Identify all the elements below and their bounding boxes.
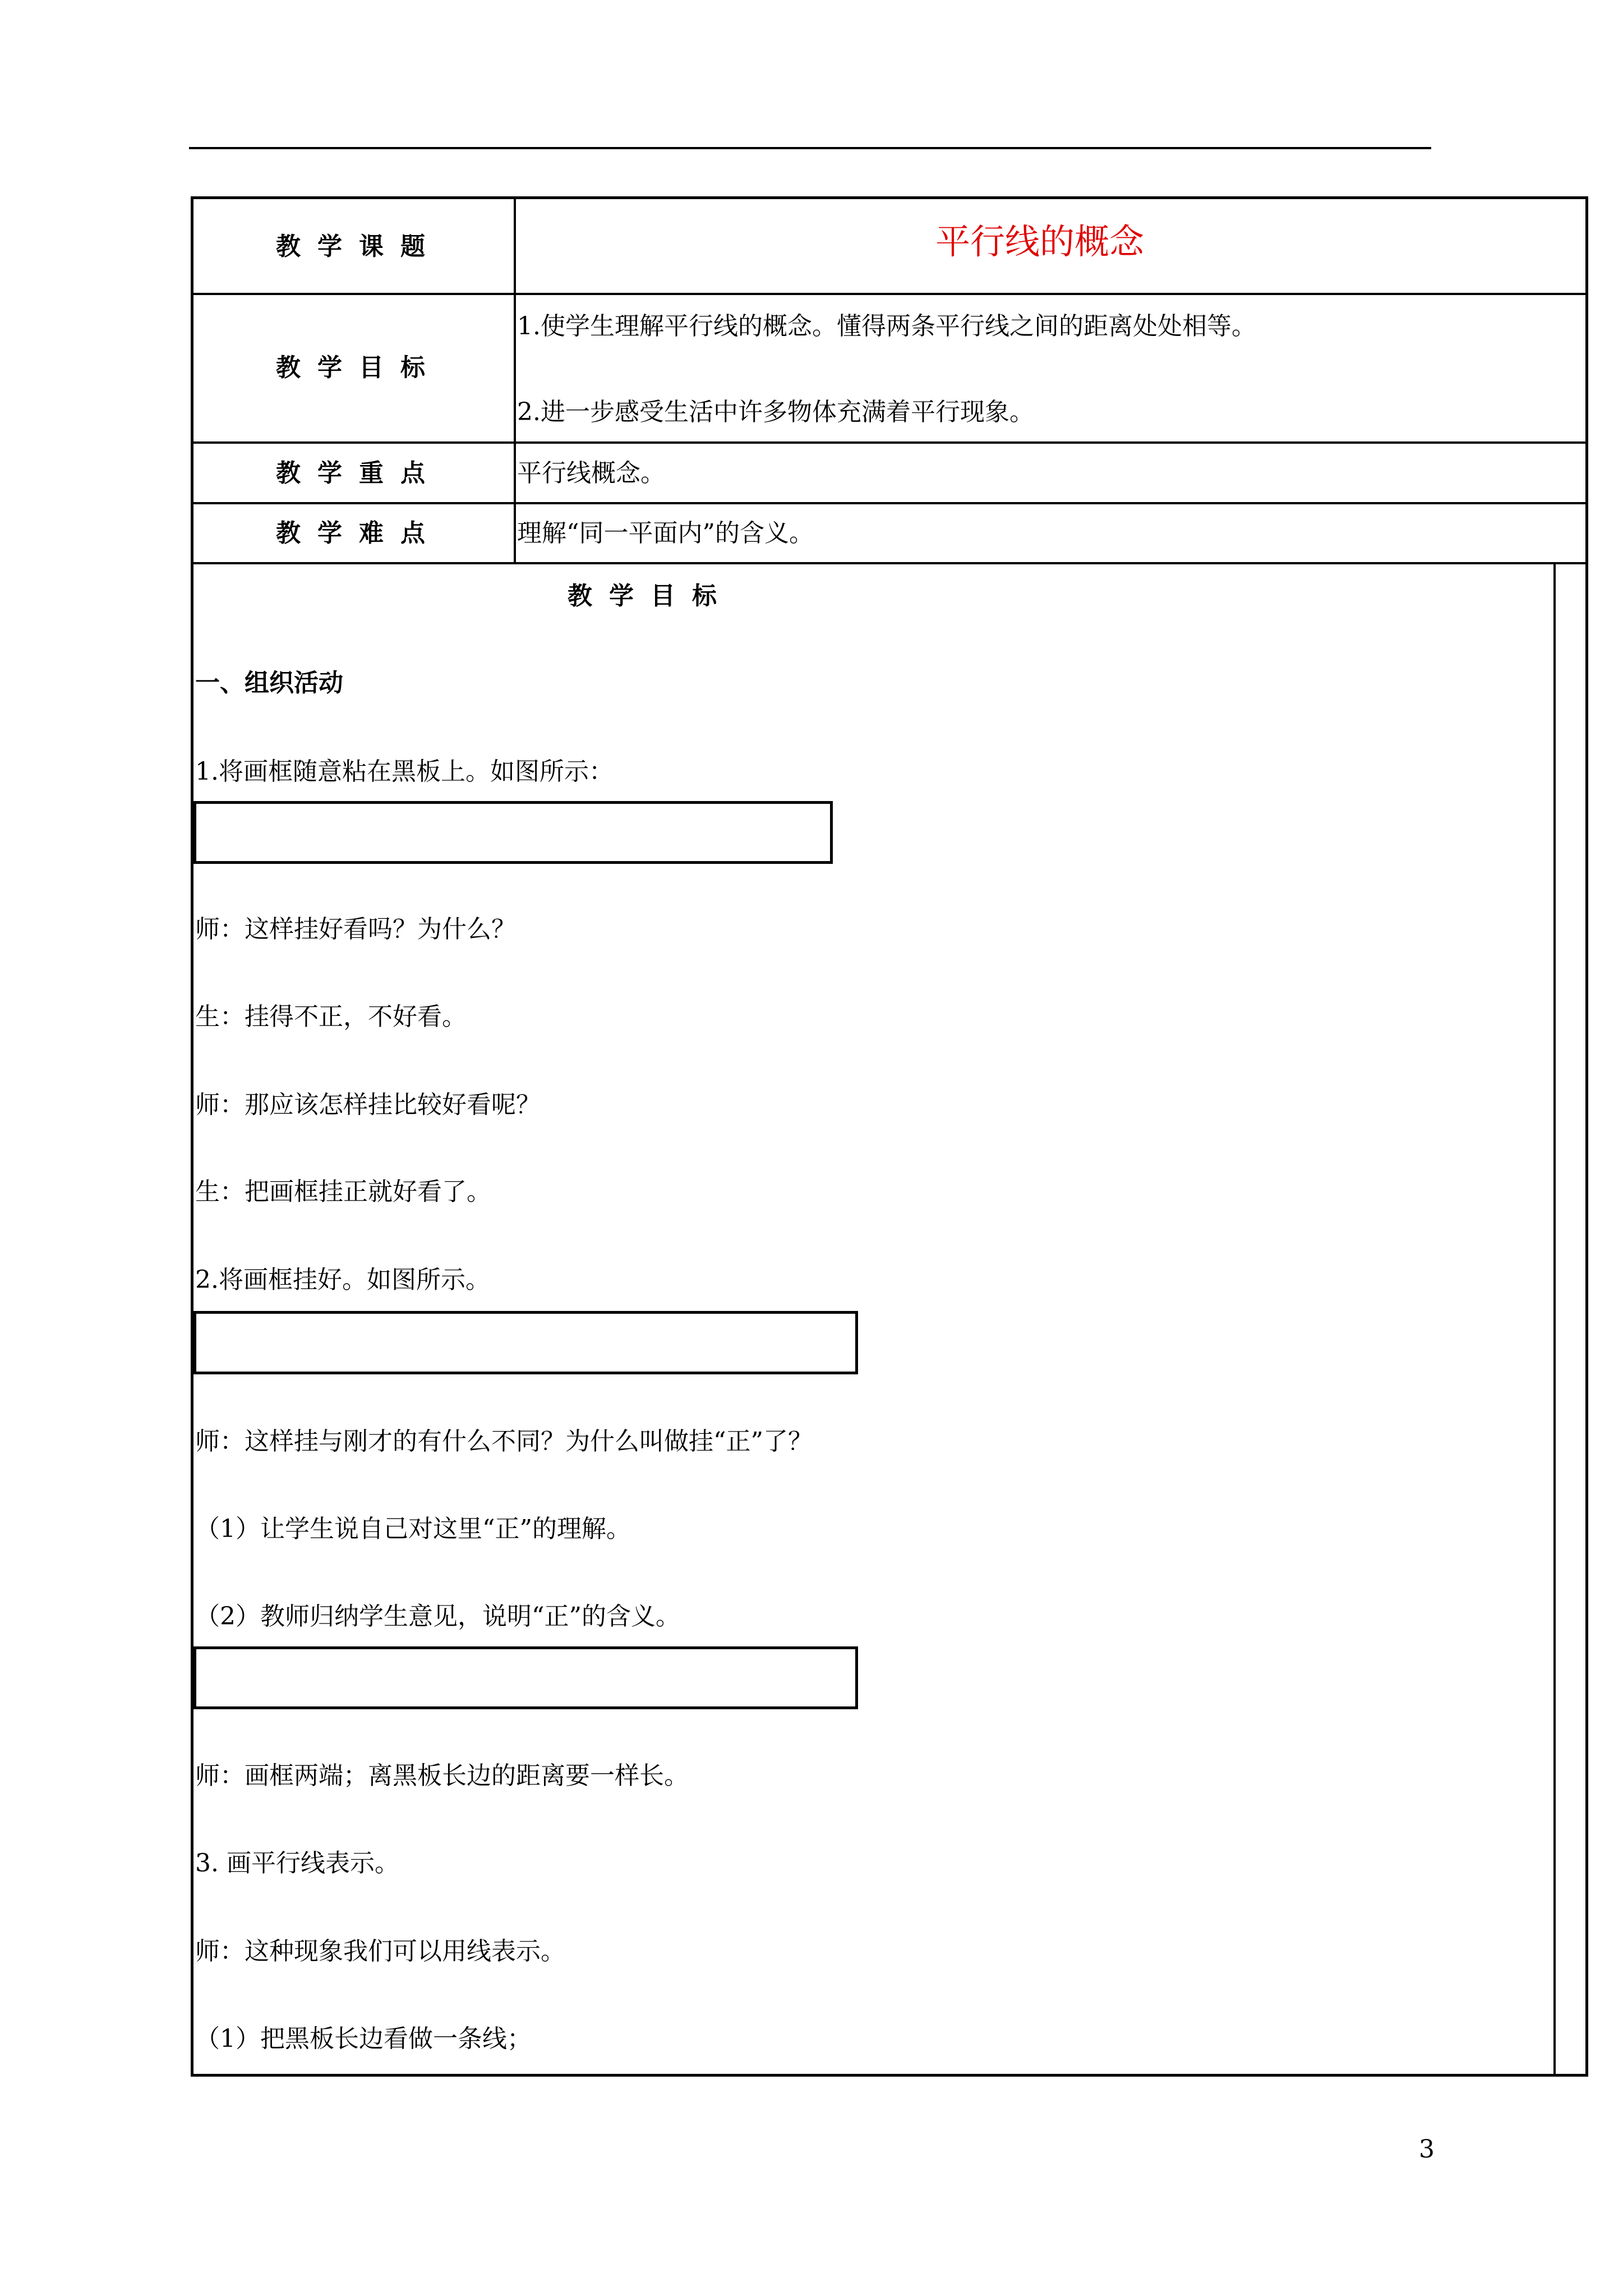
table-border-right (1585, 196, 1588, 2077)
body-line: 1.将画框随意粘在黑板上。如图所示： (195, 757, 614, 786)
body-line: 师：那应该怎样挂比较好看呢？ (195, 1091, 541, 1119)
table-inner-right-border (1553, 562, 1556, 2076)
difficulty-value: 理解“同一平面内”的含义。 (517, 519, 814, 547)
key-point-value: 平行线概念。 (517, 459, 665, 487)
topic-label: 教学课题 (276, 232, 442, 261)
table-column-divider (514, 196, 516, 564)
body-line: 师：这样挂与刚才的有什么不同？为什么叫做挂“正”了？ (195, 1427, 813, 1456)
body-line: 师：画框两端；离黑板长边的距离要一样长。 (195, 1761, 689, 1790)
table-row-divider (191, 441, 1588, 444)
body-line: （1）把黑板长边看做一条线； (195, 2024, 532, 2053)
body-line: （1）让学生说自己对这里“正”的理解。 (195, 1515, 631, 1543)
objective-label: 教学目标 (276, 353, 442, 382)
body-line: （2）教师归纳学生意见，说明“正”的含义。 (195, 1602, 680, 1631)
table-border-left (191, 196, 193, 2077)
body-line: 2.将画框挂好。如图所示。 (195, 1266, 490, 1294)
body-line: 师：这种现象我们可以用线表示。 (195, 1937, 565, 1966)
key-point-label: 教学重点 (276, 459, 442, 487)
body-line: 3. 画平行线表示。 (195, 1849, 399, 1878)
section-title: 教学目标 (568, 582, 734, 610)
header-rule (189, 147, 1431, 149)
picture-frame-straight (193, 1311, 858, 1374)
picture-frame-straight (193, 1646, 858, 1709)
lesson-title: 平行线的概念 (935, 221, 1145, 262)
table-border-bottom (191, 2074, 1588, 2077)
table-row-divider (191, 562, 1588, 564)
objective-line-1: 1.使学生理解平行线的概念。懂得两条平行线之间的距离处处相等。 (517, 312, 1256, 341)
body-line: 生：把画框挂正就好看了。 (195, 1177, 491, 1206)
table-row-divider (191, 502, 1588, 504)
difficulty-label: 教学难点 (276, 519, 442, 547)
body-line: 生：挂得不正，不好看。 (195, 1002, 467, 1031)
body-line: 师：这样挂好看吗？为什么？ (195, 915, 516, 944)
section-heading: 一、组织活动 (195, 669, 343, 697)
table-border-top (191, 196, 1588, 199)
picture-frame-tilted (193, 801, 833, 864)
objective-line-2: 2.进一步感受生活中许多物体充满着平行现象。 (517, 398, 1034, 426)
table-row-divider (191, 293, 1588, 295)
page-number: 3 (1419, 2135, 1435, 2164)
